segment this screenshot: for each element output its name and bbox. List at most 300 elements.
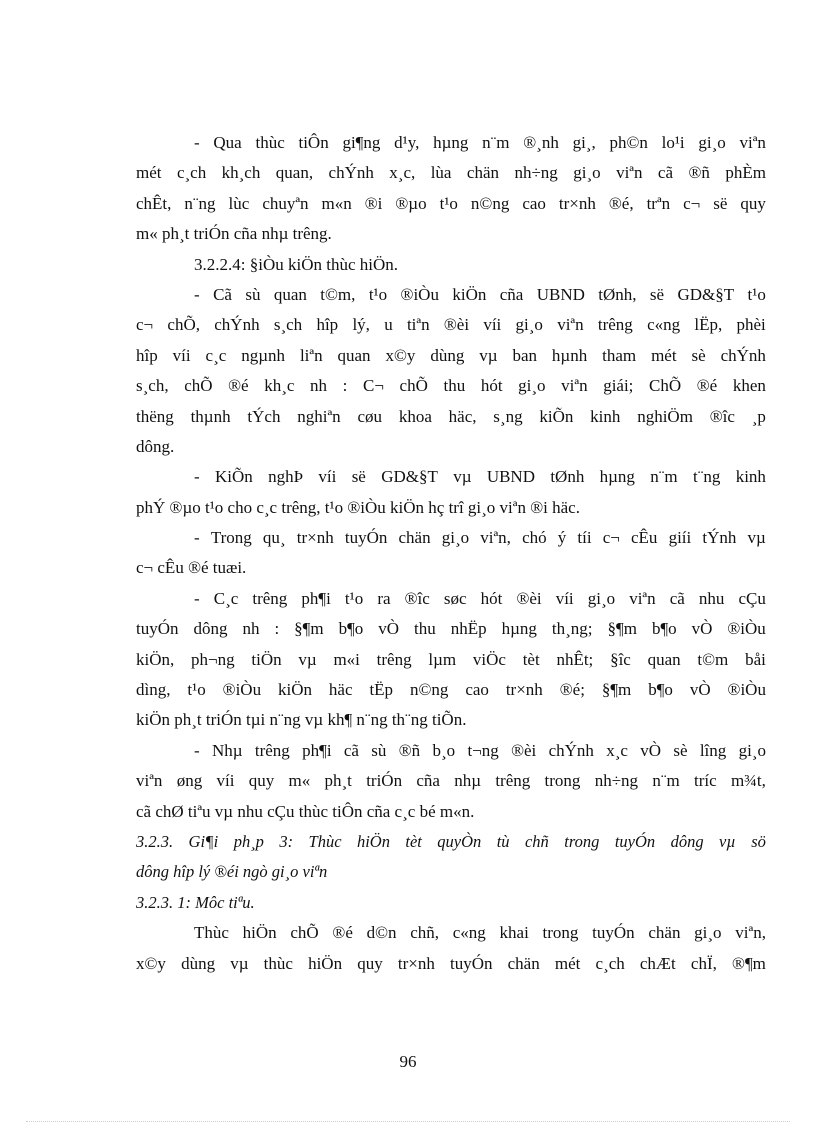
word: tiÖn <box>251 649 282 669</box>
word: nhÊt; <box>556 649 594 669</box>
word: tíi <box>577 528 592 548</box>
word: mét <box>554 953 581 973</box>
word: ®èi <box>443 315 470 335</box>
word: x©y <box>136 953 166 973</box>
word: giíi <box>668 528 692 548</box>
word: ®é, <box>608 193 634 213</box>
word: trêng <box>252 588 288 608</box>
word: c«ng <box>647 315 681 335</box>
word: lo¹i <box>661 133 685 152</box>
word: trong <box>544 771 581 791</box>
word: cã <box>343 740 359 760</box>
word: n¨m <box>650 467 678 487</box>
word: dông <box>193 619 228 639</box>
word: ®é <box>696 376 718 396</box>
word: trong <box>542 923 579 943</box>
word: tr×nh <box>296 528 334 548</box>
word: ®îc <box>709 406 735 426</box>
word: thu <box>443 376 466 396</box>
word: mét <box>651 345 677 365</box>
word: häc <box>328 680 353 700</box>
word: ph¶i <box>301 588 331 608</box>
word: C¸c <box>213 588 239 608</box>
word: c¸c <box>205 345 227 365</box>
word: C¬ <box>362 376 384 396</box>
word: ®¸nh <box>523 133 559 152</box>
word: x©y <box>385 345 416 365</box>
word: c¸ch <box>595 953 625 973</box>
word: c«ng <box>452 923 486 943</box>
word: ®ñ <box>688 163 710 183</box>
word: së <box>351 467 366 487</box>
word: kiÖn <box>278 680 312 700</box>
word: u <box>384 315 393 335</box>
word: thùc <box>263 953 293 973</box>
word: m«n <box>321 193 352 213</box>
word: sè <box>691 345 706 365</box>
word: tuyÓn <box>614 831 656 851</box>
word: hót <box>480 588 503 608</box>
word: ®iÒu <box>727 619 766 639</box>
word: khen <box>732 376 766 396</box>
text-line: cã chØ tiªu vµ nhu cÇu thùc tiÔn cña c¸c bé m«n. <box>136 801 475 821</box>
word: vµ <box>747 528 766 548</box>
word: hµng <box>433 133 469 152</box>
word: lý, <box>352 315 370 335</box>
word: n¨ng <box>184 193 216 213</box>
word: triÓn <box>366 771 403 791</box>
text-line <box>136 280 766 310</box>
word: ®iÒu <box>400 284 439 304</box>
word: víi <box>318 467 337 487</box>
text-line: dông hîp lý ®éi ngò gi¸o viªn <box>136 862 328 882</box>
word: gi¸o <box>515 315 543 335</box>
word: chÝnh <box>214 315 260 335</box>
word: cã <box>669 588 685 608</box>
word: s¸ng <box>493 406 523 426</box>
word: tuyÓn <box>136 619 179 639</box>
word: vµ <box>298 649 317 669</box>
word: Nhµ <box>211 740 243 760</box>
word: ®ñ <box>398 740 421 760</box>
word: Gi¶i <box>188 831 219 851</box>
word: nh <box>310 376 328 396</box>
word: KiÕn <box>215 467 253 487</box>
text-line: c¬ cÊu ®é tuæi. <box>136 558 247 578</box>
word: c¸ch <box>176 163 207 183</box>
word: quan, <box>275 163 314 183</box>
word: viªn <box>557 315 584 335</box>
word: së <box>649 284 665 304</box>
word: lµm <box>428 649 457 669</box>
word: trêng <box>495 771 531 791</box>
word: phèi <box>736 315 766 335</box>
word: sù <box>371 740 387 760</box>
word: chuyªn <box>262 193 309 213</box>
word: nh÷ng <box>594 771 639 791</box>
word: : <box>274 619 280 639</box>
word: thu <box>414 619 436 639</box>
text-line <box>136 949 766 979</box>
word: ban <box>512 345 537 365</box>
word: tiªn <box>406 315 430 335</box>
word: tØnh <box>550 467 585 487</box>
word: thùc <box>255 133 285 152</box>
word: vÒ <box>689 680 711 700</box>
word: b¸o <box>432 740 456 760</box>
word: chÆt <box>639 953 676 973</box>
word: b¶o <box>338 619 364 639</box>
word: cøu <box>357 406 383 426</box>
word: chÝnh <box>328 163 374 183</box>
word: - <box>194 528 200 548</box>
word: gi¸o <box>573 163 601 183</box>
word: quy <box>357 953 383 973</box>
word: ®iÒu <box>222 680 262 700</box>
text-line <box>136 371 766 401</box>
word: Qua <box>213 133 242 152</box>
word: sù <box>245 284 261 304</box>
word: trªn <box>646 193 671 213</box>
text-line <box>136 523 766 553</box>
word: nghÞ <box>268 467 304 487</box>
word: Cã <box>213 284 232 304</box>
word: nhµ <box>454 771 482 791</box>
word: quy <box>248 771 275 791</box>
word: dùng <box>430 345 465 365</box>
word: tr×nh <box>558 193 596 213</box>
text-line <box>136 827 766 857</box>
word: ý <box>557 528 567 548</box>
page-number: 96 <box>399 1052 417 1071</box>
text-line: 3.2.3. 1: Môc tiªu. <box>136 892 255 912</box>
word: lîng <box>699 740 727 760</box>
word: chÝnh <box>548 740 594 760</box>
word: hîp <box>316 315 339 335</box>
word: t¹o <box>187 680 206 700</box>
word: - <box>194 133 200 152</box>
word: trêng <box>597 315 633 335</box>
word: ph¸p <box>233 831 264 851</box>
word: båi <box>745 649 766 669</box>
word: Thùc <box>308 831 342 851</box>
text-line <box>136 310 766 340</box>
word: Trong <box>210 528 252 548</box>
word: m¾t, <box>730 771 766 791</box>
word: vµ <box>230 953 249 973</box>
word: t¹o <box>439 193 458 213</box>
word: t¨ng <box>692 467 721 487</box>
word: chän <box>466 163 500 183</box>
word: häc, <box>448 406 477 426</box>
word: cña <box>416 771 440 791</box>
word: kinh <box>735 467 766 487</box>
word: - <box>194 588 200 608</box>
word: quan <box>273 284 307 304</box>
word: thëng <box>136 406 174 426</box>
word: trêng <box>254 740 290 760</box>
word: d¹y, <box>394 133 420 152</box>
word: sö <box>751 831 766 851</box>
word: t©m, <box>320 284 356 304</box>
word: gi¸o <box>518 376 546 396</box>
word: n©ng <box>470 193 510 213</box>
word: vÒ <box>691 619 713 639</box>
word: tríc <box>694 771 717 791</box>
word: gi¸o <box>441 528 470 548</box>
word: tiÔn <box>298 133 329 152</box>
text-line: dông. <box>136 436 175 456</box>
word: gi¸o <box>587 588 616 608</box>
word: tuyÓn <box>449 953 493 973</box>
word: nh÷ng <box>514 163 558 183</box>
word: quan <box>337 345 371 365</box>
word: thµnh <box>190 406 231 426</box>
word: viªn <box>561 376 588 396</box>
word: hiÖn <box>356 831 390 851</box>
word: gi¸o <box>694 923 722 943</box>
word: chÏ, <box>690 953 717 973</box>
text-line <box>136 918 766 948</box>
word: ¸p <box>751 406 766 426</box>
word: kinh <box>590 406 621 426</box>
text-line <box>136 584 766 614</box>
footer-rule <box>26 1121 790 1122</box>
word: nh <box>242 619 260 639</box>
word: víi <box>483 315 502 335</box>
word: chÊt, <box>136 193 172 213</box>
word: gi¸, <box>572 133 596 152</box>
word: d©n <box>366 923 397 943</box>
word: - <box>194 284 200 304</box>
word: hót <box>480 376 503 396</box>
word: chän <box>507 953 540 973</box>
word: viªn <box>136 771 163 791</box>
word: x¸c, <box>389 163 416 183</box>
word: 3.2.3. <box>136 831 174 851</box>
word: t¬ng <box>467 740 499 760</box>
word: kh¸ch <box>221 163 261 183</box>
word: trêng <box>376 649 412 669</box>
word: - <box>194 740 200 760</box>
word: viªn <box>739 133 766 152</box>
word: tuyÓn <box>344 528 388 548</box>
word: UBND <box>536 284 585 304</box>
word: chÕ <box>399 376 428 396</box>
word: dùng <box>181 953 216 973</box>
word: GD&§T <box>381 467 438 487</box>
word: cña <box>499 284 524 304</box>
word: liªn <box>299 345 323 365</box>
word: chó <box>522 528 547 548</box>
text-line: m« ph¸t triÓn cña nhµ trêng. <box>136 224 332 244</box>
body-text <box>136 128 766 979</box>
word: s¸ch <box>273 315 303 335</box>
word: së <box>713 193 728 213</box>
word: sè <box>673 740 688 760</box>
word: tØnh, <box>598 284 637 304</box>
word: ngµnh <box>241 345 286 365</box>
word: tÝch <box>247 406 281 426</box>
text-line <box>136 675 766 705</box>
word: ra <box>377 588 391 608</box>
word: trong <box>564 831 600 851</box>
word: lùa <box>430 163 452 183</box>
text-line: 3.2.2.4: §iÒu kiÖn thùc hiÖn. <box>194 254 398 274</box>
word: lËp, <box>694 315 723 335</box>
word: §îc <box>610 649 631 669</box>
word: GD&§T <box>677 284 735 304</box>
word: c¬ <box>602 528 620 548</box>
text-line <box>136 189 766 219</box>
word: cao <box>465 680 489 700</box>
word: viªn, <box>480 528 511 548</box>
word: ®é <box>228 376 249 396</box>
word: n¨m <box>652 771 680 791</box>
word: chän <box>398 528 431 548</box>
word: chÝnh <box>720 345 766 365</box>
word: tr×nh <box>397 953 435 973</box>
word: nhËp <box>450 619 487 639</box>
word: hµng <box>501 619 537 639</box>
word: hµng <box>599 467 635 487</box>
text-line <box>136 341 766 371</box>
word: : <box>342 376 348 396</box>
word: ChÕ <box>649 376 682 396</box>
word: gi¸o <box>698 133 726 152</box>
text-line <box>136 128 766 158</box>
word: t¹o <box>344 588 364 608</box>
word: dông <box>670 831 704 851</box>
word: tuyÓn <box>592 923 635 943</box>
word: §¶m <box>601 680 632 700</box>
word: cao <box>522 193 546 213</box>
word: c¬ <box>683 193 701 213</box>
word: víi <box>172 345 191 365</box>
word: ®îc <box>404 588 430 608</box>
word: nghiÖm <box>637 406 693 426</box>
word: s¸ch, <box>136 376 169 396</box>
word: gi¶ng <box>342 133 381 152</box>
word: t©m <box>697 649 729 669</box>
text-line <box>136 645 766 675</box>
word: tèt <box>522 649 540 669</box>
word: hiÖn <box>242 923 277 943</box>
text-line <box>136 736 766 766</box>
word: ®èi <box>516 588 542 608</box>
word: kiÖn, <box>136 649 175 669</box>
word: ph¸t <box>324 771 352 791</box>
word: n©ng <box>409 680 449 700</box>
text-line <box>136 402 766 432</box>
word: kiÖn <box>452 284 487 304</box>
word: ®é <box>332 923 353 943</box>
word: quan <box>647 649 681 669</box>
word: b¶o <box>648 680 673 700</box>
word: ®é; <box>559 680 585 700</box>
text-line <box>136 158 766 188</box>
word: kh¸c <box>264 376 295 396</box>
word: chÕ <box>290 923 319 943</box>
word: ®µo <box>395 193 427 213</box>
word: viªn <box>616 163 643 183</box>
word: chÕ, <box>167 315 200 335</box>
word: víi <box>555 588 574 608</box>
word: ph©n <box>609 133 648 152</box>
word: tham <box>602 345 637 365</box>
word: cÊu <box>630 528 658 548</box>
word: c¬ <box>136 315 154 335</box>
word: gi¸o <box>738 740 766 760</box>
text-line: phÝ ®µo t¹o cho c¸c trêng, t¹o ®iÒu kiÖn hç trî gi¸o viªn ®i häc. <box>136 497 580 517</box>
word: viÖc <box>472 649 506 669</box>
word: ®iÒu <box>727 680 766 700</box>
word: - <box>194 467 200 487</box>
word: t¹o <box>747 284 766 304</box>
word: vµ <box>479 345 498 365</box>
word: chän <box>648 923 681 943</box>
word: quy <box>740 193 766 213</box>
word: øng <box>176 771 203 791</box>
text-line <box>136 462 766 492</box>
word: §¶m <box>294 619 324 639</box>
word: b¶o <box>651 619 677 639</box>
word: 3: <box>279 831 294 851</box>
word: vµ <box>453 467 472 487</box>
word: søc <box>443 588 467 608</box>
word: cã <box>657 163 674 183</box>
word: nhu <box>698 588 725 608</box>
word: m«i <box>333 649 360 669</box>
word: lùc <box>228 193 250 213</box>
word: x¸c <box>606 740 628 760</box>
word: t¹o <box>368 284 388 304</box>
word: ph¬ng <box>191 649 235 669</box>
word: chñ <box>524 831 549 851</box>
word: vÒ <box>378 619 400 639</box>
word: cÇu <box>738 588 766 608</box>
word: vÒ <box>640 740 662 760</box>
word: viªn <box>629 588 656 608</box>
word: khoa <box>398 406 432 426</box>
word: n¨m <box>482 133 510 152</box>
word: nghiªn <box>297 406 341 426</box>
text-line: kiÖn ph¸t triÓn tµi n¨ng vµ kh¶ n¨ng th¨ng tiÕn. <box>136 710 467 730</box>
word: tÝnh <box>702 528 737 548</box>
text-line <box>136 766 766 796</box>
word: qu¸ <box>262 528 286 548</box>
word: hîp <box>136 345 158 365</box>
word: hµnh <box>551 345 588 365</box>
word: vµ <box>718 831 736 851</box>
word: tèt <box>405 831 422 851</box>
word: viªn, <box>735 923 766 943</box>
word: m« <box>288 771 311 791</box>
word: chñ, <box>410 923 440 943</box>
word: khai <box>499 923 529 943</box>
word: ph¶i <box>302 740 332 760</box>
word: dìng, <box>136 680 171 700</box>
word: víi <box>216 771 235 791</box>
word: giái; <box>603 376 634 396</box>
word: kiÕn <box>539 406 574 426</box>
word: ®i <box>364 193 383 213</box>
word: UBND <box>486 467 535 487</box>
word: phÈm <box>725 163 766 183</box>
word: quyÒn <box>437 831 482 851</box>
word: Thùc <box>194 923 229 943</box>
word: ®èi <box>511 740 537 760</box>
